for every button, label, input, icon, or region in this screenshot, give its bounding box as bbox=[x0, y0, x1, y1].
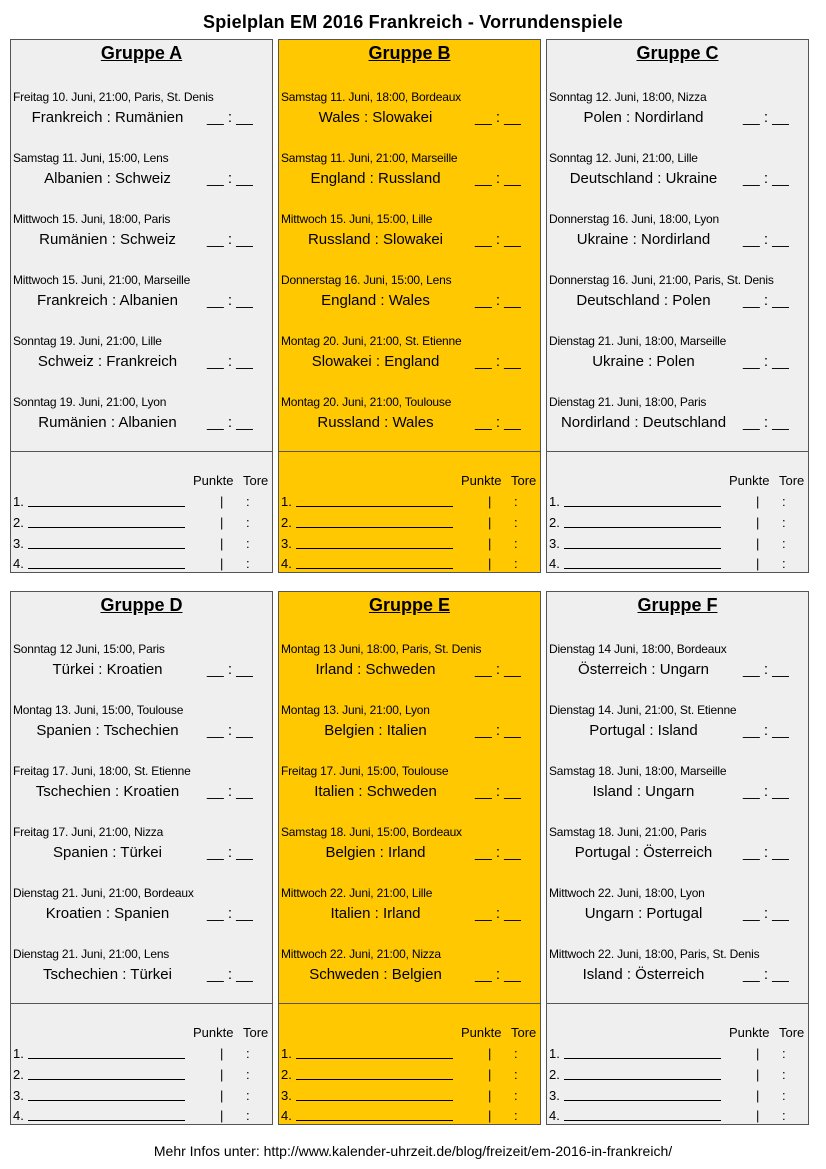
points-header: Punkte bbox=[729, 1025, 770, 1040]
group-title: Gruppe B bbox=[368, 43, 451, 63]
rank-label: 3. bbox=[13, 1088, 24, 1103]
rank-label: 3. bbox=[13, 536, 24, 551]
match-row bbox=[279, 90, 540, 140]
standings-row bbox=[281, 1046, 536, 1062]
team-name-field[interactable] bbox=[564, 506, 721, 507]
match-info: Montag 13 Juni, 18:00, Paris, St. Denis bbox=[281, 642, 482, 656]
standings-row bbox=[549, 536, 804, 552]
score-field[interactable]: __ : __ bbox=[743, 783, 789, 800]
team-name-field[interactable] bbox=[564, 1079, 721, 1080]
match-info: Freitag 17. Juni, 18:00, St. Etienne bbox=[13, 764, 191, 778]
match-teams: Frankreich : Albanien bbox=[37, 292, 178, 309]
group-title: Gruppe E bbox=[368, 595, 450, 615]
match-teams: Island : Ungarn bbox=[592, 783, 695, 800]
goals-field[interactable]: : bbox=[246, 1067, 250, 1082]
match-info: Montag 13. Juni, 15:00, Toulouse bbox=[13, 703, 184, 717]
match-teams: Tschechien : Türkei bbox=[43, 966, 172, 983]
score-field[interactable]: __ : __ bbox=[475, 414, 521, 431]
team-name-field[interactable] bbox=[564, 568, 721, 569]
goals-field[interactable]: : bbox=[246, 556, 250, 571]
match-row bbox=[547, 947, 808, 997]
score-field[interactable]: __ : __ bbox=[475, 231, 521, 248]
match-info: Samstag 18. Juni, 21:00, Paris bbox=[549, 825, 707, 839]
points-field[interactable]: | bbox=[756, 515, 760, 530]
standings-row bbox=[281, 556, 536, 572]
team-name-field[interactable] bbox=[28, 1120, 185, 1121]
score-field[interactable]: __ : __ bbox=[743, 353, 789, 370]
standings-table bbox=[279, 452, 540, 572]
match-teams: England : Wales bbox=[321, 292, 430, 309]
rank-label: 3. bbox=[549, 1088, 560, 1103]
match-row bbox=[547, 764, 808, 814]
score-field[interactable]: __ : __ bbox=[475, 783, 521, 800]
match-info: Mittwoch 15. Juni, 15:00, Lille bbox=[281, 212, 433, 226]
goals-field[interactable]: : bbox=[246, 1108, 250, 1123]
match-teams: Deutschland : Polen bbox=[576, 292, 711, 309]
team-name-field[interactable] bbox=[296, 506, 453, 507]
rank-label: 1. bbox=[13, 494, 24, 509]
score-field[interactable]: __ : __ bbox=[743, 109, 789, 126]
team-name-field[interactable] bbox=[28, 1079, 185, 1080]
match-row bbox=[279, 886, 540, 936]
goals-field[interactable]: : bbox=[782, 1067, 786, 1082]
score-field[interactable]: __ : __ bbox=[207, 109, 253, 126]
team-name-field[interactable] bbox=[28, 527, 185, 528]
standings-table bbox=[547, 452, 808, 572]
points-header: Punkte bbox=[461, 473, 502, 488]
goals-field[interactable]: : bbox=[782, 556, 786, 571]
group-title: Gruppe C bbox=[636, 43, 719, 63]
standings-row bbox=[549, 1046, 804, 1062]
points-field[interactable]: | bbox=[488, 1046, 492, 1061]
match-teams: Belgien : Italien bbox=[324, 722, 427, 739]
group-title: Gruppe D bbox=[100, 595, 183, 615]
points-field[interactable]: | bbox=[756, 536, 760, 551]
rank-label: 1. bbox=[13, 1046, 24, 1061]
goals-field[interactable]: : bbox=[514, 494, 518, 509]
match-teams: Rumänien : Schweiz bbox=[39, 231, 176, 248]
standings-row bbox=[549, 494, 804, 510]
goals-field[interactable]: : bbox=[514, 1088, 518, 1103]
score-field[interactable]: __ : __ bbox=[207, 353, 253, 370]
match-teams: Österreich : Ungarn bbox=[578, 661, 709, 678]
points-field[interactable]: | bbox=[220, 1108, 224, 1123]
rank-label: 3. bbox=[281, 1088, 292, 1103]
score-field[interactable]: __ : __ bbox=[743, 292, 789, 309]
standings-row bbox=[281, 536, 536, 552]
team-name-field[interactable] bbox=[296, 1120, 453, 1121]
goals-field[interactable]: : bbox=[782, 1046, 786, 1061]
score-field[interactable]: __ : __ bbox=[475, 353, 521, 370]
match-info: Dienstag 21. Juni, 21:00, Lens bbox=[13, 947, 170, 961]
match-row bbox=[279, 703, 540, 753]
score-field[interactable]: __ : __ bbox=[743, 905, 789, 922]
goals-header: Tore bbox=[511, 473, 537, 488]
score-field[interactable]: __ : __ bbox=[475, 844, 521, 861]
rank-label: 3. bbox=[549, 536, 560, 551]
goals-header: Tore bbox=[243, 1025, 269, 1040]
team-name-field[interactable] bbox=[296, 568, 453, 569]
team-name-field[interactable] bbox=[28, 1100, 185, 1101]
standings-row bbox=[549, 515, 804, 531]
group-title: Gruppe F bbox=[637, 595, 718, 615]
goals-header: Tore bbox=[243, 473, 269, 488]
match-teams: Tschechien : Kroatien bbox=[35, 783, 180, 800]
match-info: Mittwoch 22. Juni, 18:00, Paris, St. Denis bbox=[549, 947, 760, 961]
match-row bbox=[279, 947, 540, 997]
score-field[interactable]: __ : __ bbox=[475, 661, 521, 678]
goals-header: Tore bbox=[779, 1025, 805, 1040]
points-field[interactable]: | bbox=[756, 1108, 760, 1123]
match-teams: Schweiz : Frankreich bbox=[37, 353, 178, 370]
rank-label: 1. bbox=[549, 494, 560, 509]
points-field[interactable]: | bbox=[488, 556, 492, 571]
match-info: Sonntag 19. Juni, 21:00, Lyon bbox=[13, 395, 167, 409]
match-info: Dienstag 14 Juni, 18:00, Bordeaux bbox=[549, 642, 727, 656]
score-field[interactable]: __ : __ bbox=[207, 783, 253, 800]
points-field[interactable]: | bbox=[488, 515, 492, 530]
points-field[interactable]: | bbox=[220, 1088, 224, 1103]
match-teams: Russland : Slowakei bbox=[307, 231, 444, 248]
goals-field[interactable]: : bbox=[246, 515, 250, 530]
standings-row bbox=[281, 494, 536, 510]
score-field[interactable]: __ : __ bbox=[475, 292, 521, 309]
match-info: Sonntag 19. Juni, 21:00, Lille bbox=[13, 334, 162, 348]
points-field[interactable]: | bbox=[488, 1088, 492, 1103]
team-name-field[interactable] bbox=[296, 1079, 453, 1080]
match-row bbox=[279, 151, 540, 201]
match-info: Mittwoch 22. Juni, 21:00, Lille bbox=[281, 886, 433, 900]
standings-row bbox=[13, 536, 268, 552]
standings-row bbox=[549, 1067, 804, 1083]
match-teams: Portugal : Österreich bbox=[574, 844, 713, 861]
team-name-field[interactable] bbox=[28, 506, 185, 507]
points-field[interactable]: | bbox=[220, 1046, 224, 1061]
rank-label: 1. bbox=[281, 494, 292, 509]
standings-row bbox=[281, 1067, 536, 1083]
match-teams: Slowakei : England bbox=[311, 353, 440, 370]
score-field[interactable]: __ : __ bbox=[475, 722, 521, 739]
match-teams: Ukraine : Polen bbox=[592, 353, 695, 370]
points-field[interactable]: | bbox=[756, 1088, 760, 1103]
points-field[interactable]: | bbox=[488, 1067, 492, 1082]
standings-row bbox=[281, 515, 536, 531]
standings-row bbox=[281, 1088, 536, 1104]
match-info: Donnerstag 16. Juni, 21:00, Paris, St. Denis bbox=[549, 273, 774, 287]
rank-label: 4. bbox=[281, 1108, 292, 1123]
match-teams: England : Russland bbox=[310, 170, 441, 187]
match-row bbox=[11, 886, 272, 936]
match-row bbox=[279, 642, 540, 692]
rank-label: 2. bbox=[549, 1067, 560, 1082]
goals-field[interactable]: : bbox=[246, 1046, 250, 1061]
match-row bbox=[547, 395, 808, 445]
points-field[interactable]: | bbox=[488, 494, 492, 509]
standings-row bbox=[549, 1108, 804, 1124]
score-field[interactable]: __ : __ bbox=[207, 966, 253, 983]
goals-header: Tore bbox=[779, 473, 805, 488]
rank-label: 2. bbox=[549, 515, 560, 530]
match-teams: Rumänien : Albanien bbox=[38, 414, 177, 431]
match-row bbox=[11, 212, 272, 262]
match-info: Dienstag 21. Juni, 21:00, Bordeaux bbox=[13, 886, 194, 900]
match-teams: Frankreich : Rumänien bbox=[31, 109, 184, 126]
team-name-field[interactable] bbox=[28, 568, 185, 569]
score-field[interactable]: __ : __ bbox=[743, 231, 789, 248]
match-row bbox=[279, 825, 540, 875]
match-row bbox=[11, 825, 272, 875]
match-row bbox=[279, 395, 540, 445]
score-field[interactable]: __ : __ bbox=[207, 292, 253, 309]
standings-table bbox=[279, 1004, 540, 1124]
points-field[interactable]: | bbox=[220, 1067, 224, 1082]
match-info: Mittwoch 22. Juni, 21:00, Nizza bbox=[281, 947, 441, 961]
points-field[interactable]: | bbox=[756, 1046, 760, 1061]
match-info: Dienstag 21. Juni, 18:00, Marseille bbox=[549, 334, 727, 348]
match-row bbox=[11, 642, 272, 692]
match-teams: Spanien : Tschechien bbox=[36, 722, 179, 739]
match-info: Sonntag 12. Juni, 18:00, Nizza bbox=[549, 90, 707, 104]
standings-table bbox=[11, 452, 272, 572]
match-teams: Belgien : Irland bbox=[325, 844, 426, 861]
standings-row bbox=[549, 556, 804, 572]
match-teams: Portugal : Island bbox=[589, 722, 698, 739]
goals-field[interactable]: : bbox=[514, 536, 518, 551]
match-row bbox=[547, 334, 808, 384]
match-info: Sonntag 12 Juni, 15:00, Paris bbox=[13, 642, 165, 656]
group-card bbox=[10, 591, 273, 1125]
group-title: Gruppe A bbox=[100, 43, 183, 63]
goals-field[interactable]: : bbox=[782, 1088, 786, 1103]
score-field[interactable]: __ : __ bbox=[207, 905, 253, 922]
page-title: Spielplan EM 2016 Frankreich - Vorrundenspiele bbox=[203, 12, 623, 32]
goals-field[interactable]: : bbox=[514, 1108, 518, 1123]
goals-field[interactable]: : bbox=[782, 536, 786, 551]
team-name-field[interactable] bbox=[564, 1100, 721, 1101]
score-field[interactable]: __ : __ bbox=[743, 414, 789, 431]
match-row bbox=[279, 212, 540, 262]
standings-row bbox=[13, 1108, 268, 1124]
match-teams: Kroatien : Spanien bbox=[45, 905, 170, 922]
footer-link[interactable]: Mehr Infos unter: http://www.kalender-uhrzeit.de/blog/freizeit/em-2016-in-frankreich/ bbox=[153, 1143, 673, 1159]
points-header: Punkte bbox=[193, 1025, 234, 1040]
match-row bbox=[11, 764, 272, 814]
match-info: Mittwoch 15. Juni, 21:00, Marseille bbox=[13, 273, 191, 287]
points-field[interactable]: | bbox=[488, 1108, 492, 1123]
group-card bbox=[278, 591, 541, 1125]
match-info: Freitag 10. Juni, 21:00, Paris, St. Denis bbox=[13, 90, 214, 104]
standings-row bbox=[13, 1088, 268, 1104]
team-name-field[interactable] bbox=[564, 1120, 721, 1121]
standings-row bbox=[13, 1067, 268, 1083]
goals-field[interactable]: : bbox=[782, 515, 786, 530]
goals-field[interactable]: : bbox=[514, 1046, 518, 1061]
match-teams: Albanien : Schweiz bbox=[44, 170, 171, 187]
match-row bbox=[279, 334, 540, 384]
match-row bbox=[547, 825, 808, 875]
match-row bbox=[11, 703, 272, 753]
points-field[interactable]: | bbox=[756, 1067, 760, 1082]
match-info: Samstag 18. Juni, 18:00, Marseille bbox=[549, 764, 727, 778]
match-info: Freitag 17. Juni, 21:00, Nizza bbox=[13, 825, 164, 839]
rank-label: 3. bbox=[281, 536, 292, 551]
match-row bbox=[11, 334, 272, 384]
score-field[interactable]: __ : __ bbox=[743, 722, 789, 739]
goals-field[interactable]: : bbox=[246, 1088, 250, 1103]
goals-field[interactable]: : bbox=[246, 494, 250, 509]
match-info: Montag 20. Juni, 21:00, Toulouse bbox=[281, 395, 452, 409]
score-field[interactable]: __ : __ bbox=[743, 844, 789, 861]
goals-field[interactable]: : bbox=[782, 1108, 786, 1123]
points-field[interactable]: | bbox=[756, 556, 760, 571]
team-name-field[interactable] bbox=[564, 527, 721, 528]
match-row bbox=[547, 273, 808, 323]
score-field[interactable]: __ : __ bbox=[207, 231, 253, 248]
score-field[interactable]: __ : __ bbox=[207, 170, 253, 187]
match-info: Dienstag 21. Juni, 18:00, Paris bbox=[549, 395, 707, 409]
match-teams: Spanien : Türkei bbox=[53, 844, 162, 861]
match-teams: Ungarn : Portugal bbox=[584, 905, 703, 922]
goals-field[interactable]: : bbox=[246, 536, 250, 551]
rank-label: 4. bbox=[549, 556, 560, 571]
points-header: Punkte bbox=[461, 1025, 502, 1040]
score-field[interactable]: __ : __ bbox=[743, 170, 789, 187]
points-field[interactable]: | bbox=[220, 536, 224, 551]
group-card bbox=[278, 39, 541, 573]
match-info: Montag 13. Juni, 21:00, Lyon bbox=[281, 703, 430, 717]
score-field[interactable]: __ : __ bbox=[207, 414, 253, 431]
rank-label: 1. bbox=[281, 1046, 292, 1061]
team-name-field[interactable] bbox=[564, 548, 721, 549]
match-info: Samstag 18. Juni, 15:00, Bordeaux bbox=[281, 825, 462, 839]
score-field[interactable]: __ : __ bbox=[475, 170, 521, 187]
group-card bbox=[546, 39, 809, 573]
match-teams: Polen : Nordirland bbox=[583, 109, 704, 126]
match-row bbox=[11, 273, 272, 323]
group-card bbox=[546, 591, 809, 1125]
match-info: Donnerstag 16. Juni, 18:00, Lyon bbox=[549, 212, 719, 226]
match-teams: Deutschland : Ukraine bbox=[569, 170, 718, 187]
match-info: Samstag 11. Juni, 15:00, Lens bbox=[13, 151, 169, 165]
team-name-field[interactable] bbox=[296, 1100, 453, 1101]
points-header: Punkte bbox=[729, 473, 770, 488]
match-row bbox=[11, 395, 272, 445]
match-teams: Nordirland : Deutschland bbox=[560, 414, 727, 431]
standings-row bbox=[13, 556, 268, 572]
team-name-field[interactable] bbox=[564, 1058, 721, 1059]
standings-row bbox=[13, 515, 268, 531]
match-row bbox=[279, 764, 540, 814]
rank-label: 2. bbox=[13, 1067, 24, 1082]
match-teams: Island : Österreich bbox=[582, 966, 705, 983]
match-info: Freitag 17. Juni, 15:00, Toulouse bbox=[281, 764, 449, 778]
match-row bbox=[547, 212, 808, 262]
match-info: Samstag 11. Juni, 18:00, Bordeaux bbox=[281, 90, 461, 104]
match-row bbox=[547, 90, 808, 140]
score-field[interactable]: __ : __ bbox=[475, 109, 521, 126]
rank-label: 2. bbox=[13, 515, 24, 530]
rank-label: 2. bbox=[281, 515, 292, 530]
points-header: Punkte bbox=[193, 473, 234, 488]
match-teams: Ukraine : Nordirland bbox=[576, 231, 711, 248]
score-field[interactable]: __ : __ bbox=[207, 661, 253, 678]
rank-label: 4. bbox=[549, 1108, 560, 1123]
match-teams: Wales : Slowakei bbox=[318, 109, 433, 126]
standings-row bbox=[549, 1088, 804, 1104]
team-name-field[interactable] bbox=[296, 548, 453, 549]
goals-field[interactable]: : bbox=[514, 556, 518, 571]
score-field[interactable]: __ : __ bbox=[743, 661, 789, 678]
score-field[interactable]: __ : __ bbox=[207, 722, 253, 739]
match-row bbox=[547, 703, 808, 753]
score-field[interactable]: __ : __ bbox=[475, 905, 521, 922]
team-name-field[interactable] bbox=[296, 1058, 453, 1059]
match-row bbox=[11, 151, 272, 201]
standings-table bbox=[11, 1004, 272, 1124]
match-row bbox=[547, 642, 808, 692]
standings-row bbox=[281, 1108, 536, 1124]
match-info: Sonntag 12. Juni, 21:00, Lille bbox=[549, 151, 698, 165]
points-field[interactable]: | bbox=[756, 494, 760, 509]
standings-row bbox=[13, 494, 268, 510]
match-info: Mittwoch 15. Juni, 18:00, Paris bbox=[13, 212, 171, 226]
rank-label: 2. bbox=[281, 1067, 292, 1082]
points-field[interactable]: | bbox=[220, 515, 224, 530]
match-teams: Türkei : Kroatien bbox=[52, 661, 163, 678]
rank-label: 4. bbox=[13, 556, 24, 571]
rank-label: 4. bbox=[13, 1108, 24, 1123]
standings-row bbox=[13, 1046, 268, 1062]
match-info: Samstag 11. Juni, 21:00, Marseille bbox=[281, 151, 458, 165]
goals-field[interactable]: : bbox=[514, 515, 518, 530]
team-name-field[interactable] bbox=[28, 548, 185, 549]
score-field[interactable]: __ : __ bbox=[743, 966, 789, 983]
goals-field[interactable]: : bbox=[782, 494, 786, 509]
match-teams: Russland : Wales bbox=[317, 414, 434, 431]
score-field[interactable]: __ : __ bbox=[207, 844, 253, 861]
rank-label: 1. bbox=[549, 1046, 560, 1061]
match-info: Dienstag 14. Juni, 21:00, St. Etienne bbox=[549, 703, 737, 717]
match-info: Mittwoch 22. Juni, 18:00, Lyon bbox=[549, 886, 705, 900]
group-card bbox=[10, 39, 273, 573]
goals-header: Tore bbox=[511, 1025, 537, 1040]
score-field[interactable]: __ : __ bbox=[475, 966, 521, 983]
points-field[interactable]: | bbox=[488, 536, 492, 551]
goals-field[interactable]: : bbox=[514, 1067, 518, 1082]
match-teams: Italien : Schweden bbox=[314, 783, 437, 800]
match-row bbox=[279, 273, 540, 323]
match-row bbox=[11, 90, 272, 140]
match-row bbox=[547, 886, 808, 936]
rank-label: 4. bbox=[281, 556, 292, 571]
match-row bbox=[547, 151, 808, 201]
standings-table bbox=[547, 1004, 808, 1124]
team-name-field[interactable] bbox=[28, 1058, 185, 1059]
match-row bbox=[11, 947, 272, 997]
match-teams: Italien : Irland bbox=[330, 905, 421, 922]
match-teams: Schweden : Belgien bbox=[309, 966, 442, 983]
match-teams: Irland : Schweden bbox=[315, 661, 436, 678]
team-name-field[interactable] bbox=[296, 527, 453, 528]
points-field[interactable]: | bbox=[220, 556, 224, 571]
match-info: Donnerstag 16. Juni, 15:00, Lens bbox=[281, 273, 452, 287]
match-info: Montag 20. Juni, 21:00, St. Etienne bbox=[281, 334, 462, 348]
points-field[interactable]: | bbox=[220, 494, 224, 509]
